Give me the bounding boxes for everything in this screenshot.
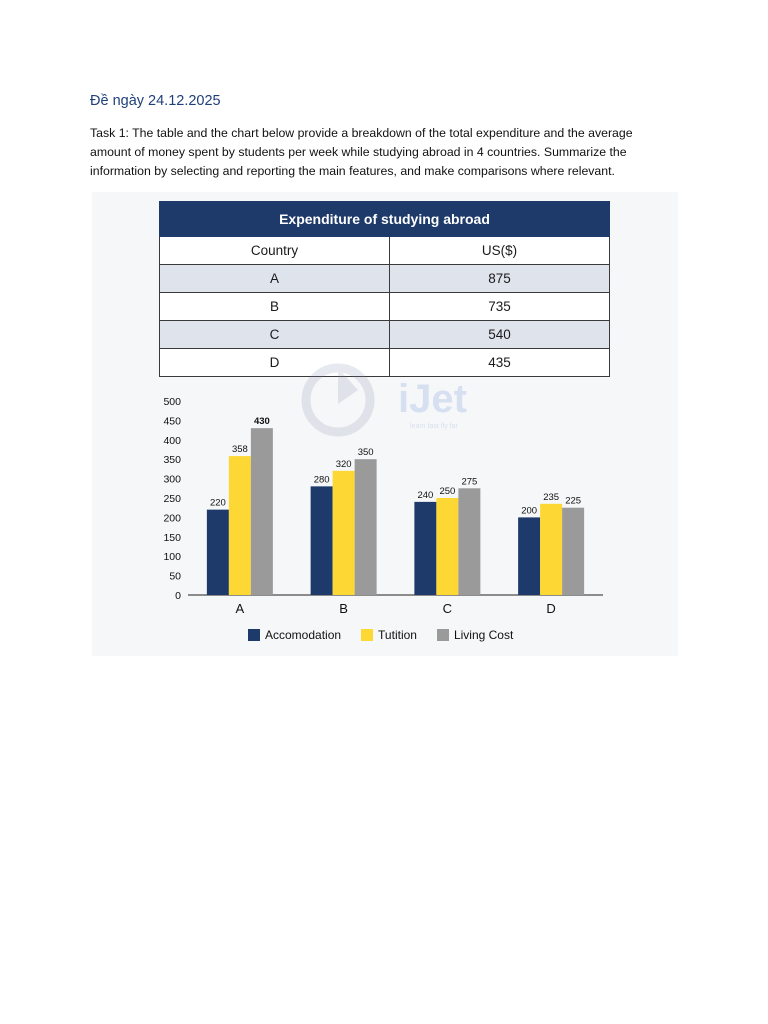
legend-label: Living Cost — [453, 628, 514, 642]
x-tick-label: A — [235, 601, 245, 616]
data-label: 225 — [565, 495, 582, 507]
watermark-tagline: learn fast fly far — [410, 423, 458, 430]
data-label: 240 — [417, 489, 434, 501]
data-label: 235 — [543, 491, 560, 503]
bar — [207, 510, 229, 595]
bar — [355, 459, 377, 595]
table-cell-value: 875 — [390, 265, 610, 293]
y-tick-label: 350 — [163, 454, 181, 467]
chart-legend — [248, 628, 513, 642]
watermark-brand: iJet — [398, 377, 467, 421]
table-cell-value: 735 — [390, 293, 610, 321]
bar — [436, 498, 458, 595]
table-cell-value: 435 — [390, 349, 610, 377]
bar — [311, 486, 333, 595]
expenditure-table — [159, 201, 610, 377]
table-cell-country: D — [160, 349, 390, 377]
x-tick-label: B — [339, 601, 348, 616]
bar — [540, 504, 562, 595]
data-label: 275 — [461, 476, 478, 488]
y-tick-label: 250 — [163, 493, 181, 505]
bar — [333, 471, 355, 595]
y-tick-label: 450 — [163, 415, 181, 428]
bar-chart — [150, 390, 610, 620]
legend-swatch-tutition — [361, 629, 373, 641]
legend-item — [437, 628, 513, 642]
task-description: Task 1: The table and the chart below provide a breakdown of the total expenditure and the average amount of money spent by students per week while studying abroad in 4 countries. Summarize the information by selecting and reporting the main features, and make comparisons where relevant. — [90, 126, 633, 178]
table-row — [160, 265, 610, 293]
x-tick-label: D — [546, 601, 556, 616]
bar — [251, 428, 273, 595]
y-tick-label: 50 — [169, 570, 181, 583]
bar — [518, 517, 540, 595]
data-label: 350 — [357, 447, 374, 459]
legend-label: Tutition — [378, 628, 417, 642]
data-label: 358 — [231, 444, 248, 456]
y-tick-label: 150 — [163, 531, 181, 544]
data-label: 200 — [521, 505, 538, 517]
table-row — [160, 321, 610, 349]
data-label: 430 — [253, 416, 270, 428]
page-title: Đề ngày 24.12.2025 — [90, 93, 221, 109]
table-header-country: Country — [160, 237, 390, 265]
bar — [414, 502, 436, 595]
legend-swatch-accomodation — [248, 629, 260, 641]
x-tick-label: C — [442, 601, 453, 616]
legend-label: Accomodation — [265, 628, 342, 642]
data-label: 220 — [209, 497, 226, 509]
table-row — [160, 293, 610, 321]
table-title: Expenditure of studying abroad — [160, 202, 610, 237]
y-tick-label: 300 — [163, 473, 181, 486]
legend-swatch-living-cost — [437, 629, 449, 641]
y-tick-label: 500 — [163, 396, 181, 408]
table-cell-country: A — [160, 265, 390, 293]
legend-item — [361, 628, 417, 642]
table-header-value: US($) — [390, 237, 610, 265]
table-cell-value: 540 — [390, 321, 610, 349]
y-tick-label: 100 — [163, 551, 181, 564]
y-tick-label: 200 — [163, 512, 181, 525]
data-label: 320 — [335, 458, 352, 470]
legend-item — [248, 628, 341, 642]
data-label: 250 — [439, 486, 456, 497]
data-label: 280 — [313, 474, 330, 486]
bar — [229, 456, 251, 595]
table-cell-country: C — [160, 321, 390, 349]
bar — [562, 508, 584, 595]
y-tick-label: 400 — [163, 434, 181, 447]
y-tick-label: 0 — [175, 590, 181, 602]
table-cell-country: B — [160, 293, 390, 321]
bar — [458, 488, 480, 595]
